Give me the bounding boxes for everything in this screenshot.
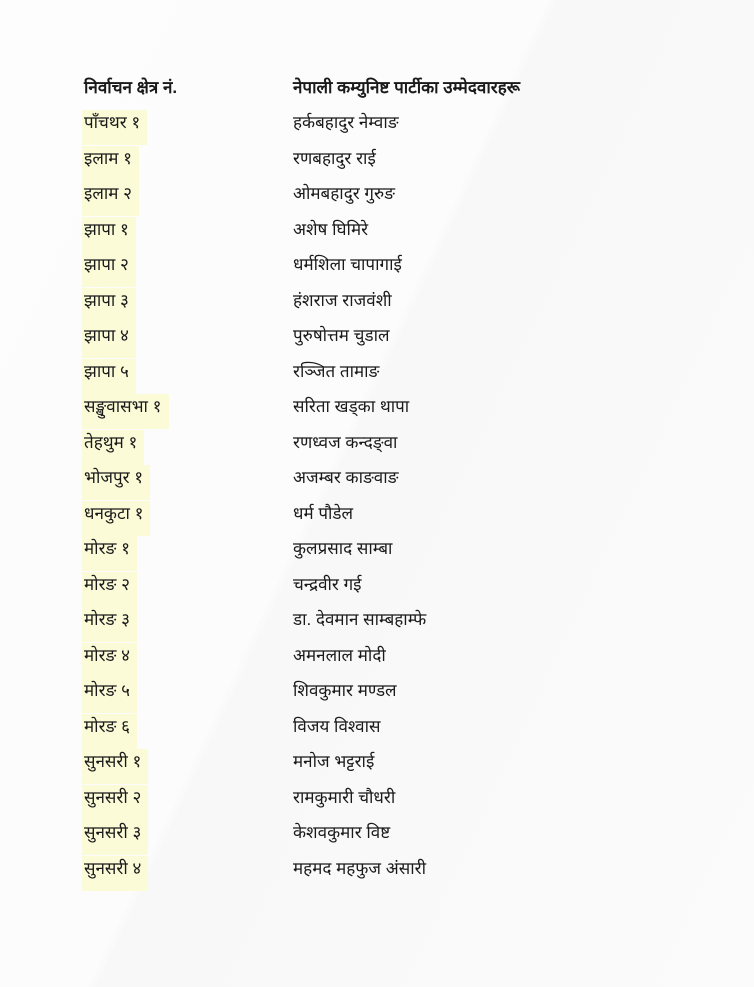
table-row — [84, 643, 724, 679]
constituency-label: मोरङ १ — [82, 536, 137, 571]
table-row — [84, 607, 724, 643]
table-row — [84, 252, 724, 288]
table-row — [84, 394, 724, 430]
candidate-name: अमनलाल मोदी — [293, 645, 386, 665]
candidate-name: धर्मशिला चापागाई — [293, 255, 402, 274]
table-row — [84, 110, 724, 146]
constituency-label: मोरङ २ — [82, 572, 137, 607]
table-row — [84, 181, 724, 217]
constituency-label: झापा ३ — [82, 288, 136, 323]
table-row — [84, 856, 724, 892]
candidate-name: हर्कबहादुर नेम्वाङ — [293, 113, 399, 132]
candidate-name: रणध्वज कन्दङ्वा — [293, 432, 398, 452]
table-row — [84, 714, 724, 750]
candidate-name: रामकुमारी चौधरी — [293, 787, 396, 807]
table-row — [84, 572, 724, 608]
candidate-name: विजय विश्वास — [293, 716, 381, 736]
constituency-label: झापा ५ — [82, 359, 136, 394]
constituency-label: सुनसरी २ — [82, 785, 148, 820]
candidate-name: रञ्जित तामाङ — [293, 361, 380, 381]
constituency-label: झापा ४ — [82, 323, 136, 358]
constituency-label: इलाम २ — [82, 181, 139, 216]
table-row — [84, 288, 724, 324]
candidate-name: कुलप्रसाद साम्बा — [293, 539, 393, 558]
header-constituency-column: निर्वाचन क्षेत्र नं. — [84, 78, 178, 97]
constituency-label: मोरङ ३ — [82, 607, 137, 642]
constituency-label: सुनसरी ३ — [82, 820, 148, 855]
constituency-label: झापा १ — [82, 217, 136, 252]
candidate-name: धर्म पौडेल — [293, 503, 354, 523]
table-row — [84, 359, 724, 395]
constituency-label: मोरङ ६ — [82, 714, 137, 749]
constituency-label: मोरङ ५ — [82, 678, 137, 713]
table-row — [84, 323, 724, 359]
candidate-name: हंशराज राजवंशी — [293, 290, 392, 310]
table-row — [84, 146, 724, 182]
constituency-label: झापा २ — [82, 252, 136, 287]
header-candidate-column: नेपाली कम्युनिष्ट पार्टीका उम्मेदवारहरू — [293, 78, 520, 97]
candidate-name: अजम्बर काङवाङ — [293, 468, 399, 487]
table-header — [84, 78, 724, 98]
table-row — [84, 536, 724, 572]
constituency-label: धनकुटा १ — [82, 501, 150, 536]
candidate-name: डा. देवमान साम्बहाम्फे — [293, 610, 427, 629]
candidate-name: शिवकुमार मण्डल — [293, 681, 397, 700]
constituency-label: भोजपुर १ — [82, 465, 150, 500]
table-row — [84, 820, 724, 856]
table-row — [84, 785, 724, 821]
candidate-name: ओमबहादुर गुरुङ — [293, 184, 395, 203]
constituency-label: सुनसरी १ — [82, 749, 148, 784]
candidate-name: केशवकुमार विष्ट — [293, 823, 391, 842]
candidate-name: मनोज भट्टराई — [293, 752, 375, 771]
table-row — [84, 678, 724, 714]
constituency-label: सुनसरी ४ — [82, 856, 148, 891]
candidate-name: पुरुषोत्तम चुडाल — [293, 326, 390, 345]
constituency-label: सङ्खुवासभा १ — [82, 394, 169, 429]
table-row — [84, 501, 724, 537]
constituency-label: पाँचथर १ — [82, 110, 147, 145]
candidate-name: सरिता खड्का थापा — [293, 397, 410, 416]
table-row — [84, 430, 724, 466]
candidate-name: महमद महफुज अंसारी — [293, 858, 426, 878]
constituency-label: इलाम १ — [82, 146, 139, 181]
table-row — [84, 217, 724, 253]
candidate-name: अशेष घिमिरे — [293, 219, 369, 239]
table-row — [84, 465, 724, 501]
constituency-label: मोरङ ४ — [82, 643, 137, 678]
candidate-list — [84, 110, 724, 891]
table-row — [84, 749, 724, 785]
candidate-name: चन्द्रवीर गई — [293, 574, 362, 594]
constituency-label: तेहथुम १ — [82, 430, 144, 465]
candidate-name: रणबहादुर राई — [293, 148, 376, 168]
